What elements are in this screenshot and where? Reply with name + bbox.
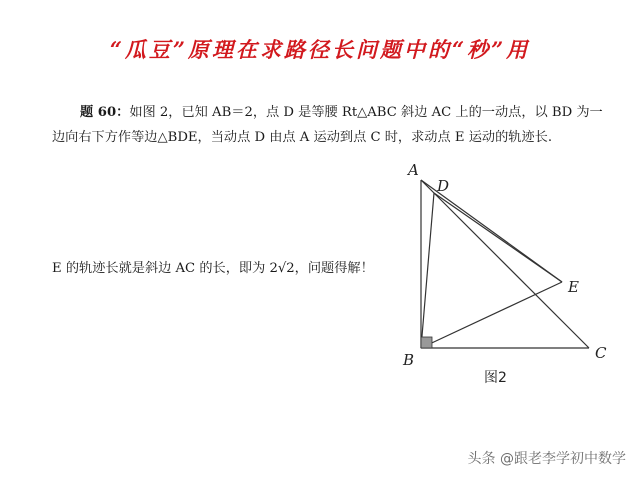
label-d: D (437, 177, 450, 195)
problem-text-line-1: 如图 2，已知 AB＝2，点 D 是等腰 Rt△ABC 斜边 AC 上的一动点，以 BD 为一 (129, 105, 603, 120)
segment-bd (421, 193, 434, 348)
segment-be (421, 282, 562, 348)
segment-a-e (421, 180, 562, 282)
triangle-diagram (390, 155, 620, 390)
label-e: E (568, 278, 579, 296)
label-a: A (408, 161, 419, 179)
solution-text: E 的轨迹长就是斜边 AC 的长，即为 2√2，问题得解！ (52, 261, 374, 276)
problem-line-1 (52, 100, 612, 125)
problem-number: 题 60： (80, 105, 130, 120)
page-title: “瓜豆”原理在求路径长问题中的“秒”用 (109, 37, 531, 62)
label-b: B (403, 351, 415, 369)
problem-statement (52, 100, 612, 150)
geometry-figure (390, 155, 620, 390)
right-angle-mark (421, 337, 432, 348)
label-c: C (595, 344, 607, 362)
segment-ac (421, 180, 589, 348)
figure-caption: 图2 (484, 370, 507, 386)
problem-text-line-2: 边向右下方作等边△BDE，当动点 D 由点 A 运动到点 C 时，求动点 E 运动的轨迹长. (52, 130, 553, 145)
watermark: 头条 @跟老李学初中数学 (467, 451, 626, 467)
